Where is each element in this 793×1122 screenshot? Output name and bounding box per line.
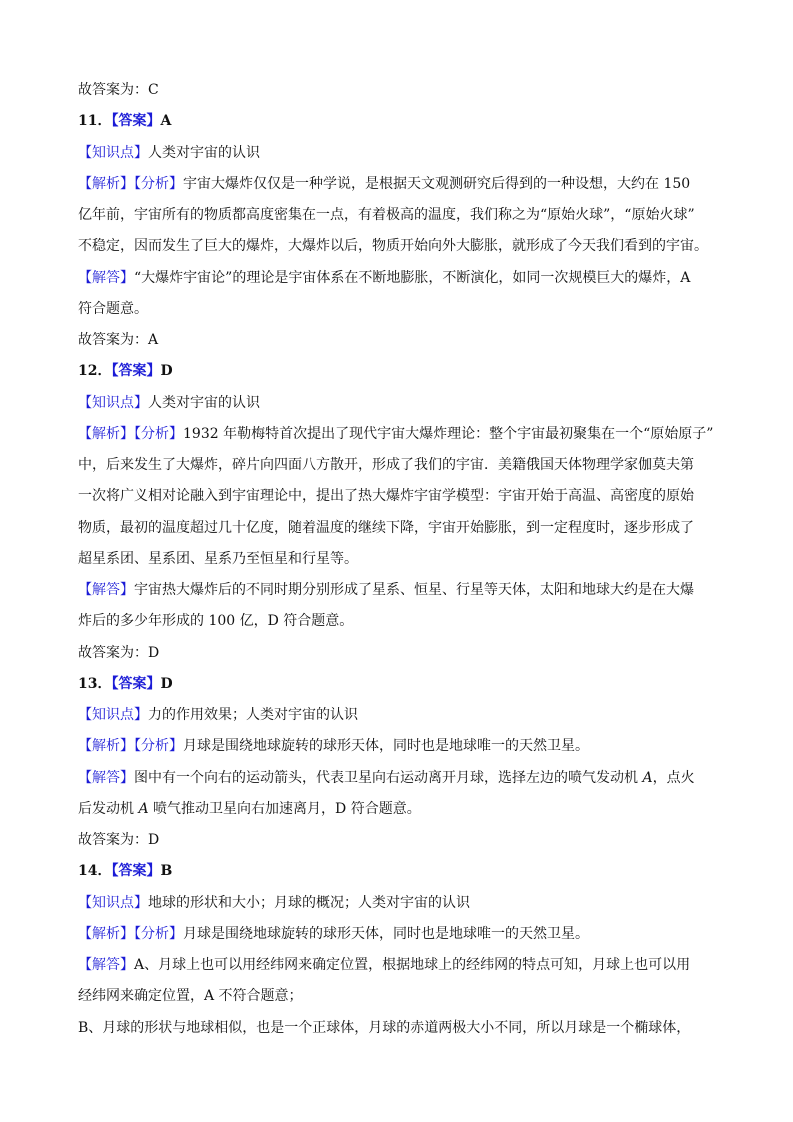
- jieda-text: “大爆炸宇宙论”的理论是宇宙体系在不断地膨胀，不断演化，如同一次规模巨大的爆炸，A: [134, 270, 691, 286]
- knowledge-line-12: [78, 393, 718, 413]
- question-13-answer: [78, 674, 718, 694]
- answer-tag: 【答案】: [111, 363, 161, 379]
- text-line: [78, 236, 718, 256]
- jieda-tag: 【解答】: [78, 582, 134, 598]
- jieda-text: 宇宙热大爆炸后的不同时期分别形成了星系、恒星、行星等天体，太阳和地球大约是在大爆: [134, 582, 694, 598]
- text-line: [78, 799, 718, 819]
- jieda-line-12: [78, 580, 718, 600]
- text-line: [78, 611, 718, 631]
- answer-text: 故答案为：D: [78, 832, 160, 848]
- text: 亿年前，宇宙所有的物质都高度密集在一点，有着极高的温度，我们称之为“原始火球”，“原始火球”: [78, 207, 695, 223]
- jieda-tag: 【解答】: [78, 957, 134, 973]
- answer-value: D: [160, 676, 173, 692]
- answer-text: 故答案为：A: [78, 332, 159, 348]
- knowledge-line-13: [78, 705, 718, 725]
- fenxi-tag: 【分析】: [134, 176, 183, 192]
- fenxi-tag: 【分析】: [134, 926, 183, 942]
- text: 一次将广义相对论融入到宇宙理论中，提出了热大爆炸宇宙学模型：宇宙开始于高温、高密度的原始: [78, 488, 694, 504]
- jieda-line-13: [78, 768, 718, 788]
- jieda-text: A、月球上也可以用经纬网来确定位置，根据地球上的经纬网的特点可知，月球上也可以用: [134, 957, 691, 973]
- text: 不稳定，因而发生了巨大的爆炸，大爆炸以后，物质开始向外大膨胀，就形成了今天我们看到的宇宙。: [78, 238, 708, 254]
- jieda-tag: 【解答】: [78, 770, 134, 786]
- question-11-answer: [78, 111, 718, 131]
- fenxi-tag: 【分析】: [134, 738, 183, 754]
- jieda-tag: 【解答】: [78, 270, 134, 286]
- knowledge-line-14: [78, 893, 718, 913]
- italic-letter: A: [138, 801, 149, 817]
- knowledge-tag: 【知识点】: [78, 145, 148, 161]
- analysis-line-13: [78, 736, 718, 756]
- text-line: [78, 518, 718, 538]
- text-line: [78, 1018, 718, 1038]
- text-line: [78, 455, 718, 475]
- answer-line-11: [78, 330, 718, 350]
- knowledge-tag: 【知识点】: [78, 395, 148, 411]
- jieda-line-11: [78, 268, 718, 288]
- text: 喷气推动卫星向右加速离月，D 符合题意。: [148, 801, 421, 817]
- analysis-tag: 【解析】: [78, 926, 134, 942]
- question-14-answer: [78, 861, 718, 881]
- knowledge-text: 地球的形状和大小；月球的概况；人类对宇宙的认识: [148, 895, 470, 911]
- knowledge-tag: 【知识点】: [78, 895, 148, 911]
- analysis-text: 月球是围绕地球旋转的球形天体，同时也是地球唯一的天然卫星。: [183, 926, 589, 942]
- question-12-answer: [78, 361, 718, 381]
- answer-tag: 【答案】: [111, 863, 161, 879]
- answer-value: A: [160, 113, 172, 129]
- analysis-text: 月球是围绕地球旋转的球形天体，同时也是地球唯一的天然卫星。: [183, 738, 589, 754]
- italic-letter: A: [642, 770, 653, 786]
- knowledge-text: 人类对宇宙的认识: [148, 395, 260, 411]
- text: 超星系团、星系团、星系乃至恒星和行星等。: [78, 551, 358, 567]
- jieda-line-14: [78, 955, 718, 975]
- knowledge-line-11: [78, 143, 718, 163]
- text-line: [78, 549, 718, 569]
- answer-value: D: [160, 363, 173, 379]
- analysis-tag: 【解析】: [78, 738, 134, 754]
- knowledge-text: 力的作用效果；人类对宇宙的认识: [148, 707, 358, 723]
- analysis-tag: 【解析】: [78, 426, 134, 442]
- answer-tag: 【答案】: [111, 113, 161, 129]
- text: 后发动机: [78, 801, 139, 817]
- analysis-tag: 【解析】: [78, 176, 134, 192]
- text: B、月球的形状与地球相似，也是一个正球体，月球的赤道两极大小不同，所以月球是一个椭球体，: [78, 1020, 691, 1036]
- text: 中，后来发生了大爆炸，碎片向四面八方散开，形成了我们的宇宙．美籍俄国天体物理学家伽莫夫第: [78, 457, 694, 473]
- text: 物质，最初的温度超过几十亿度，随着温度的继续下降，宇宙开始膨胀，到一定程度时，逐步形成了: [78, 520, 694, 536]
- text: 符合题意。: [78, 301, 148, 317]
- text-line: [78, 986, 718, 1006]
- answer-text: 故答案为：D: [78, 645, 160, 661]
- analysis-text: 宇宙大爆炸仅仅是一种学说，是根据天文观测研究后得到的一种设想，大约在 150: [183, 176, 691, 192]
- text: 炸后的多少年形成的 100 亿，D 符合题意。: [78, 613, 354, 629]
- text-line: [78, 205, 718, 225]
- text-line: [78, 486, 718, 506]
- text: 经纬网来确定位置，A 不符合题意；: [78, 988, 303, 1004]
- question-number: 14．: [78, 863, 112, 879]
- analysis-line-14: [78, 924, 718, 944]
- analysis-line-11: [78, 174, 718, 194]
- answer-line-10: [78, 80, 718, 100]
- text: 图中有一个向右的运动箭头，代表卫星向右运动离开月球，选择左边的喷气发动机: [134, 770, 643, 786]
- question-number: 13．: [78, 676, 112, 692]
- knowledge-text: 人类对宇宙的认识: [148, 145, 260, 161]
- fenxi-tag: 【分析】: [134, 426, 183, 442]
- knowledge-tag: 【知识点】: [78, 707, 148, 723]
- answer-line-13: [78, 830, 718, 850]
- answer-text: 故答案为：C: [78, 82, 159, 98]
- text-line: [78, 299, 718, 319]
- text: ，点火: [652, 770, 695, 786]
- answer-value: B: [160, 863, 173, 879]
- analysis-line-12: [78, 424, 718, 444]
- answer-line-12: [78, 643, 718, 663]
- analysis-text: 1932 年勒梅特首次提出了现代宇宙大爆炸理论：整个宇宙最初聚集在一个“原始原子”: [183, 426, 714, 442]
- question-number: 11．: [78, 113, 112, 129]
- question-number: 12．: [78, 363, 112, 379]
- answer-tag: 【答案】: [111, 676, 161, 692]
